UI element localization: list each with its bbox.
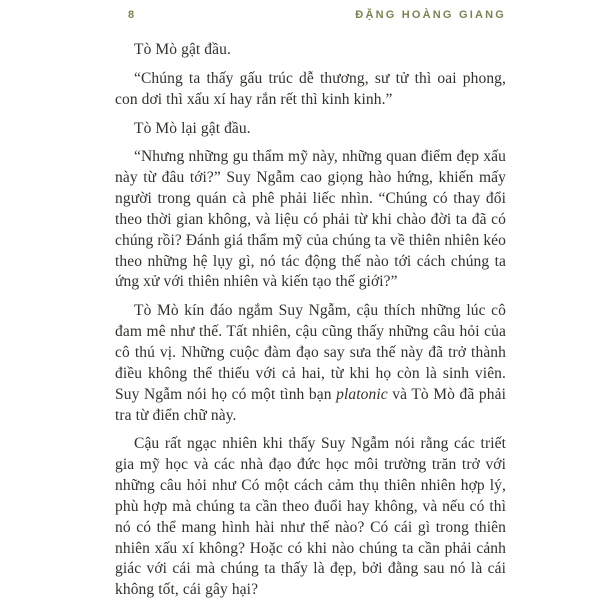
text-segment: và Tò Mò đã phải tra từ điển chữ này.	[115, 385, 506, 424]
paragraph	[115, 40, 506, 61]
paragraph	[115, 301, 506, 426]
page-number: 8	[128, 9, 135, 21]
paragraph	[115, 147, 506, 293]
italic-term: platonic	[336, 385, 388, 403]
paragraph	[115, 119, 506, 140]
text-segment: “Chúng ta thấy gấu trúc dễ thương, sư tử thì oai phong, con dơi thì xấu xí hay rắn rết thì kinh kinh.”	[115, 69, 506, 108]
text-segment: Tò Mò gật đầu.	[134, 41, 231, 58]
running-title: ĐẶNG HOÀNG GIANG	[355, 9, 506, 21]
page-header	[128, 9, 506, 21]
text-segment: Tò Mò kín đáo ngắm Suy Ngẫm, cậu thích những lúc cô đam mê như thế. Tất nhiên, cậu cũng thấy những câu hỏi của cô thú vị. Những cuộc đàm đạo say sưa thế này đã trở thành điều không thể thiếu với cả hai, từ khi họ còn là sinh viên. Suy Ngẫm nói họ có một tình bạn	[115, 302, 506, 403]
text-segment: Tò Mò lại gật đầu.	[134, 119, 251, 137]
text-segment: Cậu rất ngạc nhiên khi thấy Suy Ngẫm nói rằng các triết gia mỹ học và các nhà đạo đức học môi trường trăn trở với những câu hỏi như Có một cách cảm thụ thiên nhiên hợp lý, phù hợp mà chúng ta cần theo đuổi hay không, và nếu có thì nó có thể mang hình hài như thế nào? Có cái gì trong thiên nhiên xấu xí không? Hoặc có khi nào chúng ta cần phải cảnh giác với cái mà chúng ta thấy là đẹp, bởi đằng sau nó là cái không tốt, cái gây hại?	[115, 435, 506, 599]
text-segment: “Nhưng những gu thẩm mỹ này, những quan điểm đẹp xấu này từ đâu tới?” Suy Ngẫm cao giọng hào hứng, khiến mấy người trong quán cà phê phải liếc nhìn. “Chúng có thay đổi theo thời gian không, và liệu có phải từ khi chào đời ta đã có chúng rồi? Đánh giá thẩm mỹ của chúng ta về thiên nhiên kéo theo những hệ lụy gì, nó tác động thế nào tới cách chúng ta ứng xử với thiên nhiên và kiến tạo thế giới?”	[115, 148, 506, 291]
paragraph	[115, 434, 506, 600]
body-text	[115, 40, 506, 600]
paragraph	[115, 69, 506, 111]
